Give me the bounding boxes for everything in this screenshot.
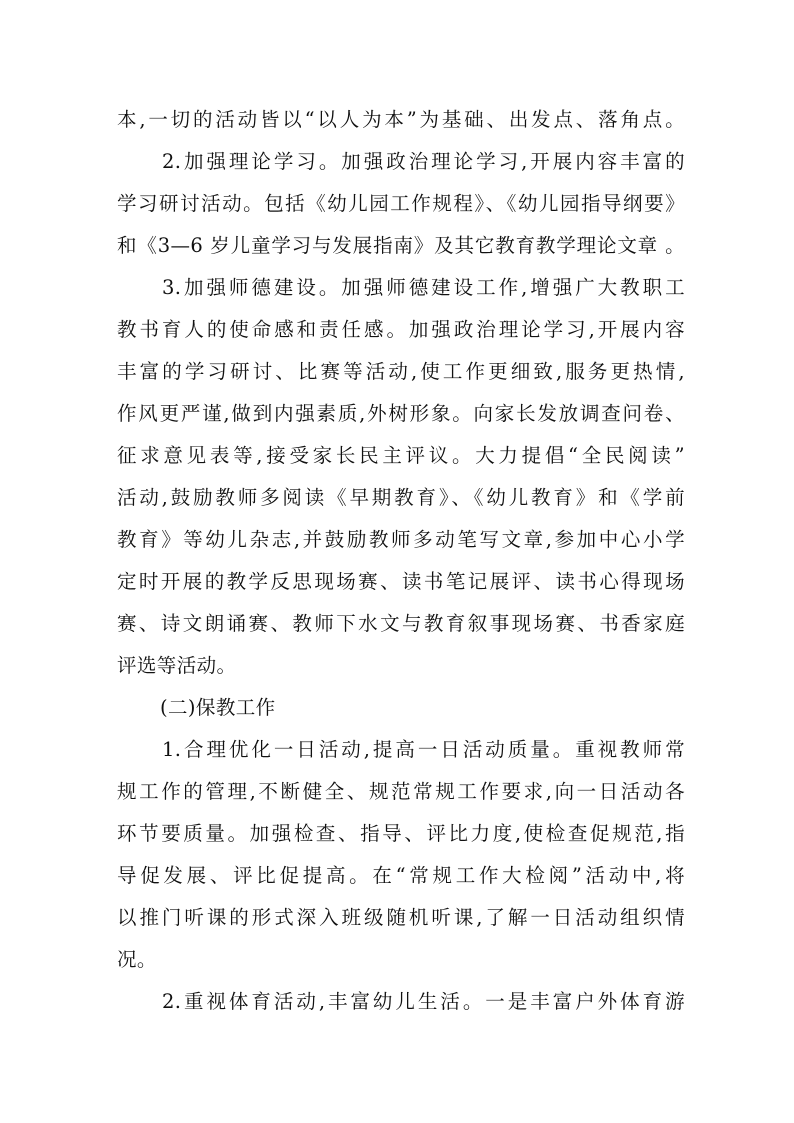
text-line: 规工作的管理,不断健全、规范常规工作要求,向一日活动各 xyxy=(117,780,685,803)
text-line: 丰富的学习研讨、比赛等活动,使工作更细致,服务更热情, xyxy=(117,360,685,383)
text-line: 教育》等幼儿杂志,并鼓励教师多动笔写文章,参加中心小学 xyxy=(117,528,685,551)
paragraph-start-line: 2.加强理论学习。加强政治理论学习,开展内容丰富的 xyxy=(162,150,685,173)
text-line: 本,一切的活动皆以“以人为本”为基础、出发点、落角点。 xyxy=(117,108,685,131)
text-line: 导促发展、评比促提高。在“常规工作大检阅”活动中,将 xyxy=(117,864,685,887)
paragraph-start-line: 2.重视体育活动,丰富幼儿生活。一是丰富户外体育游 xyxy=(162,990,685,1013)
text-line: 定时开展的教学反思现场赛、读书笔记展评、读书心得现场 xyxy=(117,570,685,593)
text-line: 征求意见表等,接受家长民主评议。大力提倡“全民阅读” xyxy=(117,444,685,467)
text-line: 学习研讨活动。包括《幼儿园工作规程》、《幼儿园指导纲要》 xyxy=(117,192,685,215)
text-line: 和《3—6 岁儿童学习与发展指南》及其它教育教学理论文章 。 xyxy=(117,234,685,257)
text-line: 作风更严谨,做到内强素质,外树形象。向家长发放调查问卷、 xyxy=(117,402,685,425)
text-line: 况。 xyxy=(117,948,157,971)
text-line: 赛、诗文朗诵赛、教师下水文与教育叙事现场赛、书香家庭 xyxy=(117,612,685,635)
text-line: 活动,鼓励教师多阅读《早期教育》、《幼儿教育》和《学前 xyxy=(117,486,685,509)
section-heading: (二)保教工作 xyxy=(160,696,276,719)
text-line: 以推门听课的形式深入班级随机听课,了解一日活动组织情 xyxy=(117,906,685,929)
paragraph-start-line: 1.合理优化一日活动,提高一日活动质量。重视教师常 xyxy=(162,738,685,761)
text-line: 环节要质量。加强检查、指导、评比力度,使检查促规范,指 xyxy=(117,822,685,845)
paragraph-start-line: 3.加强师德建设。加强师德建设工作,增强广大教职工 xyxy=(162,276,685,299)
text-line: 评选等活动。 xyxy=(117,654,237,677)
text-line: 教书育人的使命感和责任感。加强政治理论学习,开展内容 xyxy=(117,318,685,341)
